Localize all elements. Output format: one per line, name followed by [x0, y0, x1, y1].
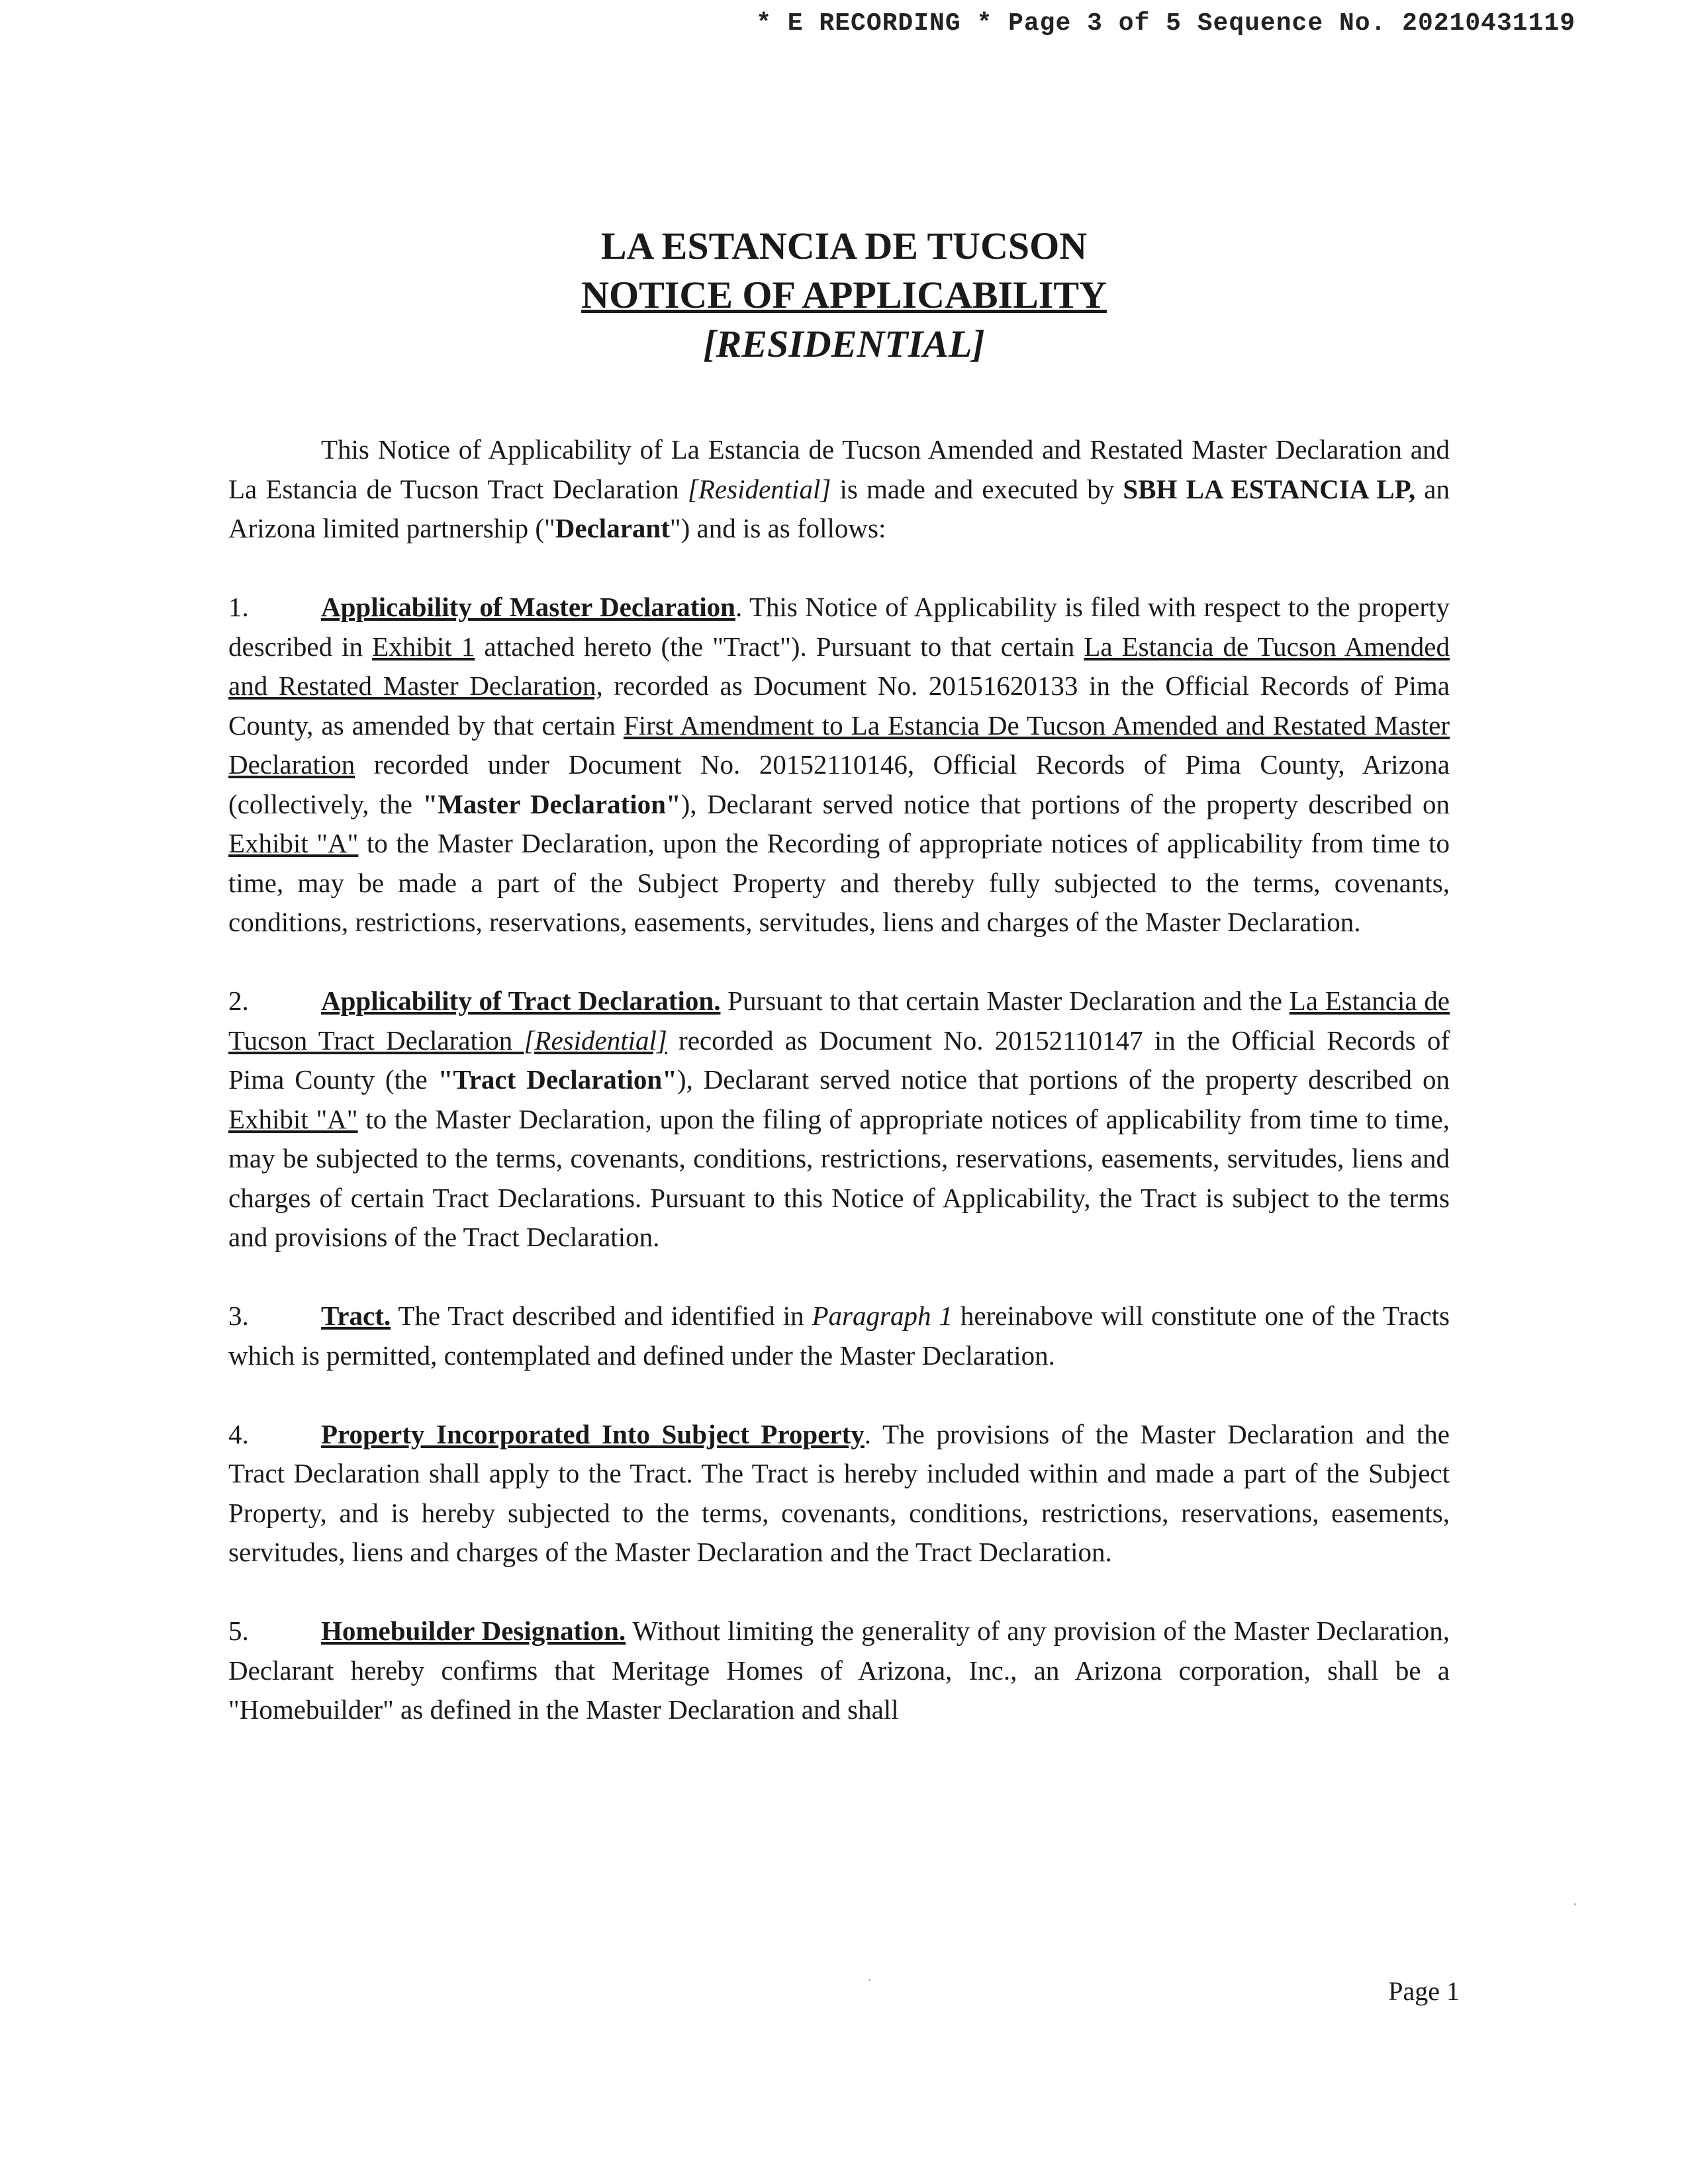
- paragraph-1-ref: Paragraph 1: [812, 1300, 953, 1331]
- section-4: [228, 1415, 1450, 1572]
- section-2-heading: Applicability of Tract Declaration.: [321, 985, 721, 1016]
- intro-paragraph: [228, 430, 1450, 549]
- section-2-text-2: recorded as Document No. 20152110147 in the Official Records of Pima County (the: [228, 1024, 1450, 1095]
- scan-speck: [1574, 1903, 1576, 1905]
- section-3-text-2: hereinabove will constitute one of the Tracts which is permitted, contemplated and defined under the Master Declaration.: [228, 1300, 1450, 1371]
- intro-text-2: is made and executed by: [831, 473, 1123, 504]
- section-5-text-1: Without limiting the generality of any provision of the Master Declaration, Declarant hereby confirms that Meritage Homes of Arizona, Inc., an Arizona corporation, shall be a "Homebuilder" as defined in the Master Declaration and shall: [228, 1615, 1450, 1725]
- section-1-text-4: recorded under Document No. 20152110146, Official Records of Pima County, Arizona (collectively, the: [228, 749, 1450, 819]
- document-body: [228, 430, 1450, 1769]
- section-2-text-1: Pursuant to that certain Master Declaration and the: [720, 985, 1289, 1016]
- tract-declaration-residential: [Residential]: [524, 1024, 667, 1056]
- section-4-heading: Property Incorporated Into Subject Property: [321, 1418, 865, 1449]
- title-line-3: [RESIDENTIAL]: [703, 322, 985, 365]
- exhibit-a-ref: Exhibit "A": [228, 828, 359, 858]
- exhibit-1-ref: Exhibit 1: [372, 631, 475, 662]
- tract-declaration-title: La Estancia de Tucson Tract Declaration: [228, 985, 1450, 1056]
- section-4-number: 4.: [228, 1418, 249, 1449]
- intro-text-4: ") and is as follows:: [669, 513, 886, 543]
- section-1-heading: Applicability of Master Declaration: [321, 592, 735, 622]
- section-5-heading: Homebuilder Designation.: [321, 1615, 626, 1646]
- section-3-heading: Tract.: [321, 1300, 391, 1331]
- section-3-text-1: The Tract described and identified in: [391, 1300, 812, 1331]
- section-1-text-2: attached hereto (the "Tract"). Pursuant to that certain: [475, 631, 1084, 662]
- master-declaration-title: La Estancia de Tucson Amended and Restated Master Declaration,: [228, 631, 1450, 701]
- section-1-text-1: . This Notice of Applicability is filed with respect to the property described in: [228, 592, 1450, 662]
- section-1-text-5: ), Declarant served notice that portions of the property described on: [680, 788, 1450, 819]
- section-1-number: 1.: [228, 592, 249, 622]
- section-2: [228, 981, 1450, 1257]
- section-3: [228, 1297, 1450, 1375]
- title-line-2: NOTICE OF APPLICABILITY: [581, 273, 1107, 316]
- declarant-name: SBH LA ESTANCIA LP,: [1123, 473, 1416, 504]
- section-2-text-3: ), Declarant served notice that portions of the property described on: [677, 1064, 1450, 1095]
- title-line-1: LA ESTANCIA DE TUCSON: [600, 224, 1088, 267]
- first-amendment-title: First Amendment to La Estancia De Tucson Amended and Restated Master Declaration: [228, 709, 1450, 780]
- exhibit-a-ref-2: Exhibit "A": [228, 1103, 358, 1134]
- page-number: Page 1: [1388, 1976, 1460, 2006]
- section-1-text-6: to the Master Declaration, upon the Recording of appropriate notices of applicability from time to time, may be made a part of the Subject Property and thereby fully subjected to the terms, covenants, conditions, restrictions, reservations, easements, servitudes, liens and charges of the Master Declaration.: [228, 828, 1450, 937]
- section-1: [228, 588, 1450, 942]
- recording-stamp: * E RECORDING * Page 3 of 5 Sequence No. 20210431119: [756, 9, 1575, 38]
- section-1-text-3: recorded as Document No. 20151620133 in the Official Records of Pima County, as amended by that certain: [228, 670, 1450, 741]
- intro-residential: [Residential]: [687, 473, 831, 504]
- declarant-term: Declarant: [555, 513, 670, 543]
- master-declaration-term: "Master Declaration": [422, 788, 681, 819]
- section-5: [228, 1612, 1450, 1730]
- section-2-text-4: to the Master Declaration, upon the filing of appropriate notices of applicability from time to time, may be subjected to the terms, covenants, conditions, restrictions, reservations, easements, servitudes, liens and charges of certain Tract Declarations. Pursuant to this Notice of Applicability, the Tract is subject to the terms and provisions of the Tract Declaration.: [228, 1103, 1450, 1252]
- intro-text-3: an Arizona limited partnership (": [228, 473, 1450, 543]
- tract-declaration-term: "Tract Declaration": [438, 1064, 677, 1095]
- scan-speck: [868, 1979, 870, 1981]
- document-title: [0, 222, 1688, 369]
- section-3-number: 3.: [228, 1300, 249, 1331]
- section-4-text-1: . The provisions of the Master Declaration and the Tract Declaration shall apply to the Tract. The Tract is hereby included within and made a part of the Subject Property, and is hereby subjected to the terms, covenants, conditions, restrictions, reservations, easements, servitudes, liens and charges of the Master Declaration and the Tract Declaration.: [228, 1418, 1450, 1567]
- section-5-number: 5.: [228, 1615, 249, 1646]
- section-2-number: 2.: [228, 985, 249, 1016]
- intro-text-1: This Notice of Applicability of La Estancia de Tucson Amended and Restated Master Declaration and La Estancia de Tucson Tract Declaration: [228, 434, 1450, 504]
